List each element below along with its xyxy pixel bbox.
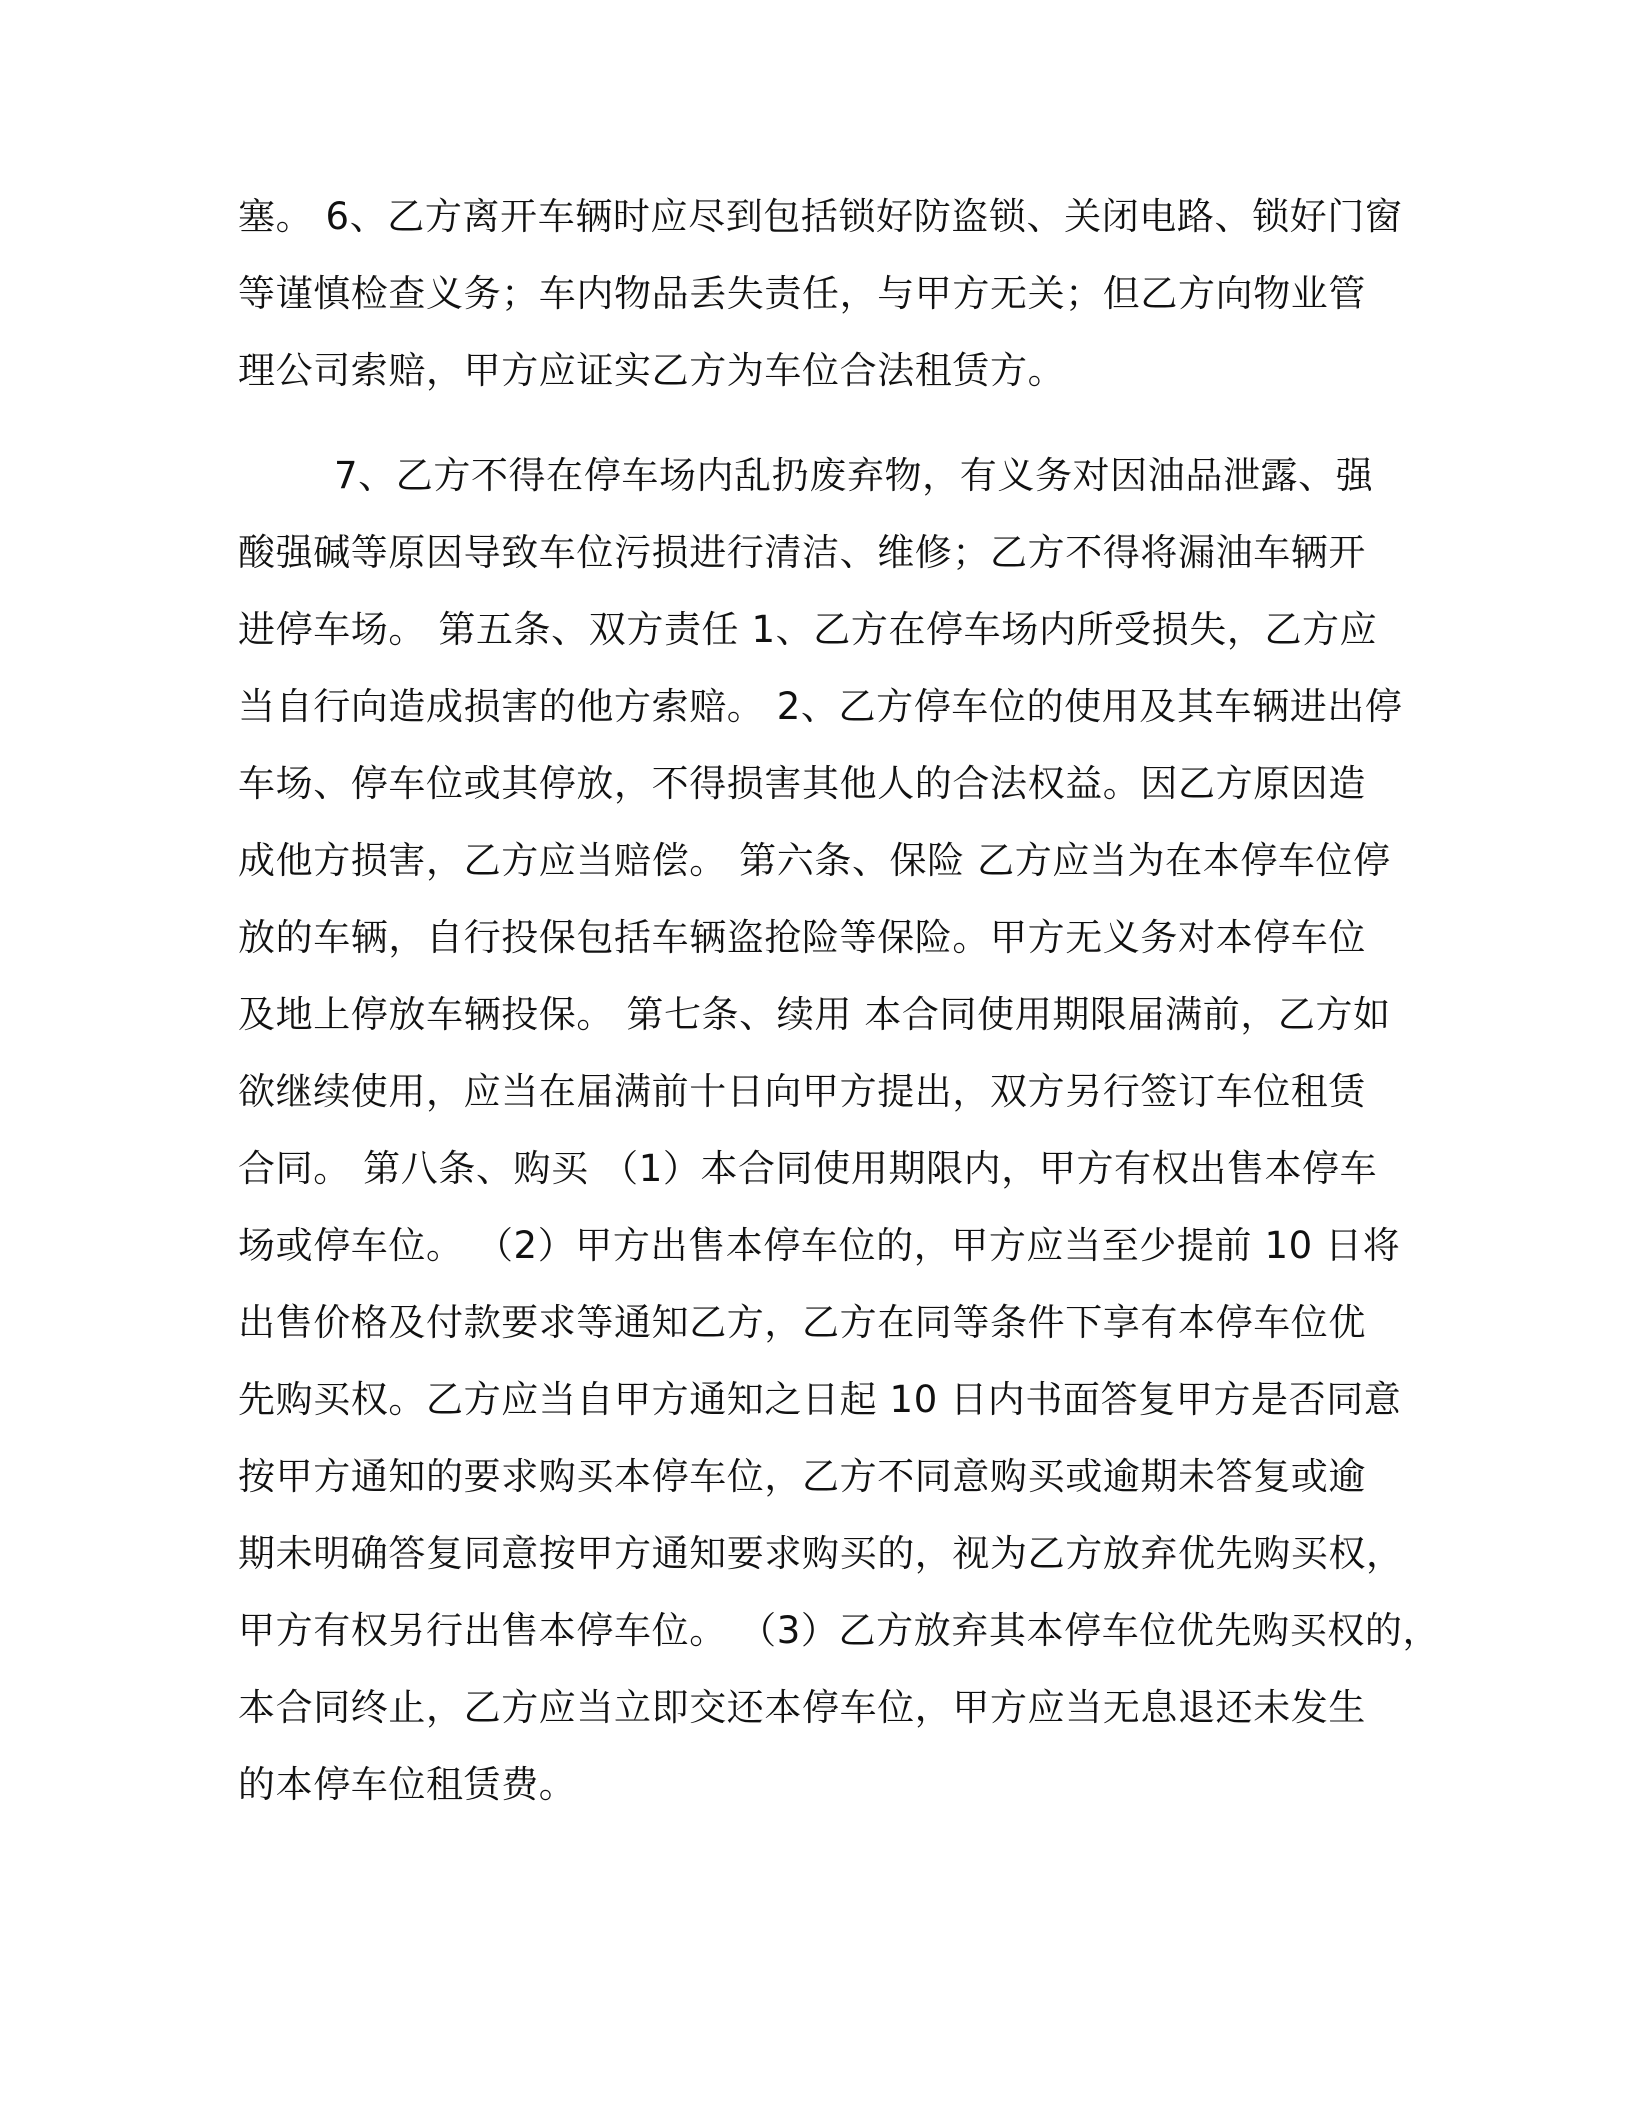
text-line: 理公司索赔，甲方应证实乙方为车位合法租赁方。 [238, 349, 1066, 392]
text-line: 场或停车位。 （2）甲方出售本停车位的，甲方应当至少提前 10 日将 [238, 1224, 1401, 1267]
text-line: 进停车场。 第五条、双方责任 1、乙方在停车场内所受损失，乙方应 [238, 608, 1378, 651]
text-line: 当自行向造成损害的他方索赔。 2、乙方停车位的使用及其车辆进出停 [238, 685, 1403, 728]
text-line: 酸强碱等原因导致车位污损进行清洁、维修；乙方不得将漏油车辆开 [238, 531, 1366, 574]
text-line: 车场、停车位或其停放，不得损害其他人的合法权益。因乙方原因造 [238, 762, 1366, 805]
paragraph-clause-7 [238, 437, 1441, 1823]
paragraph-clause-6 [238, 178, 1418, 409]
text-line: 及地上停放车辆投保。 第七条、续用 本合同使用期限届满前，乙方如 [238, 993, 1391, 1036]
text-line: 成他方损害，乙方应当赔偿。 第六条、保险 乙方应当为在本停车位停 [238, 839, 1391, 882]
text-line: 塞。 6、乙方离开车辆时应尽到包括锁好防盗锁、关闭电路、锁好门窗 [238, 195, 1403, 238]
text-line: 出售价格及付款要求等通知乙方，乙方在同等条件下享有本停车位优 [238, 1301, 1366, 1344]
text-line: 期未明确答复同意按甲方通知要求购买的，视为乙方放弃优先购买权， [238, 1532, 1404, 1575]
text-line: 放的车辆，自行投保包括车辆盗抢险等保险。甲方无义务对本停车位 [238, 916, 1366, 959]
text-line: 等谨慎检查义务；车内物品丢失责任，与甲方无关；但乙方向物业管 [238, 272, 1366, 315]
text-line: 先购买权。乙方应当自甲方通知之日起 10 日内书面答复甲方是否同意 [238, 1378, 1402, 1421]
text-line: 甲方有权另行出售本停车位。 （3）乙方放弃其本停车位优先购买权的， [238, 1609, 1441, 1652]
text-line: 7、乙方不得在停车场内乱扔废弃物，有义务对因油品泄露、强 [334, 454, 1374, 497]
text-line: 合同。 第八条、购买 （1）本合同使用期限内，甲方有权出售本停车 [238, 1147, 1378, 1190]
text-line: 按甲方通知的要求购买本停车位，乙方不同意购买或逾期未答复或逾 [238, 1455, 1366, 1498]
text-line: 的本停车位租赁费。 [238, 1763, 577, 1806]
text-line: 本合同终止，乙方应当立即交还本停车位，甲方应当无息退还未发生 [238, 1686, 1366, 1729]
text-line: 欲继续使用，应当在届满前十日向甲方提出，双方另行签订车位租赁 [238, 1070, 1366, 1113]
